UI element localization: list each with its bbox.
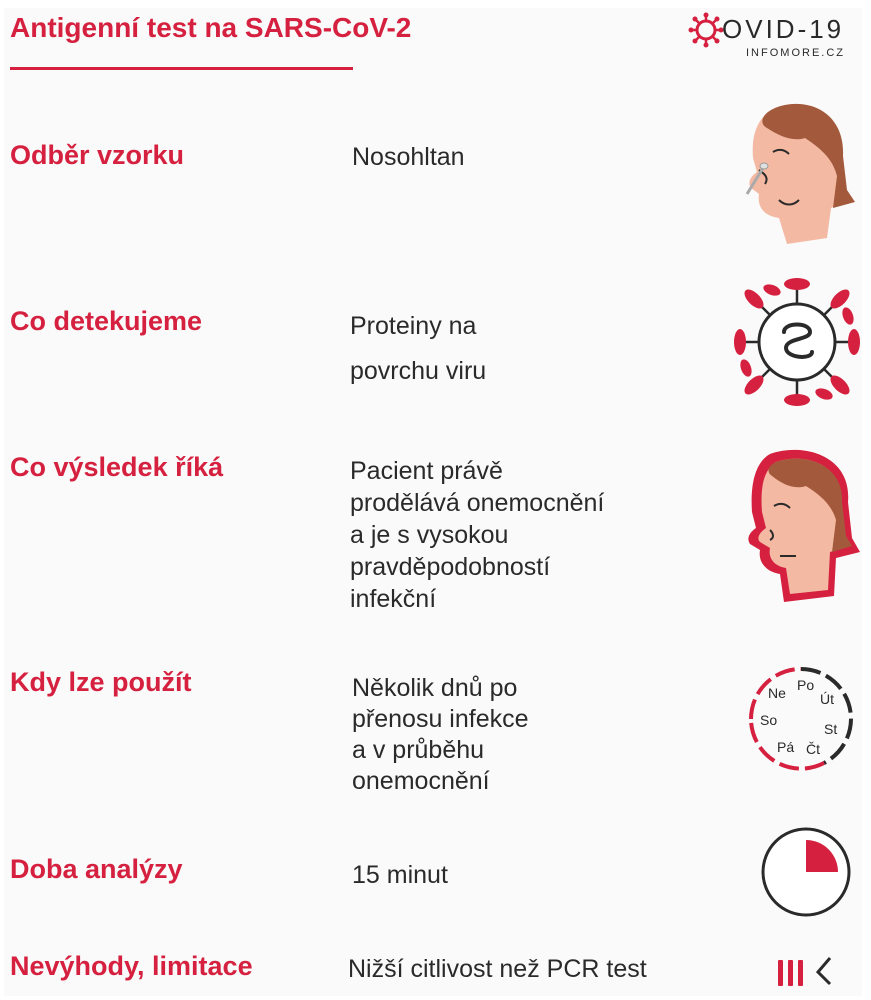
covid-logo xyxy=(688,12,858,64)
value-line: prodělává onemocnění xyxy=(350,489,605,517)
row-label-when: Kdy lze použít xyxy=(10,667,192,697)
row-value-duration xyxy=(352,861,692,890)
row-value-result xyxy=(350,457,690,614)
value-line: povrchu viru xyxy=(350,357,487,385)
row-label-limits: Nevýhody, limitace xyxy=(10,951,253,981)
day-label: Ne xyxy=(768,685,786,701)
value-line: onemocnění xyxy=(352,767,490,795)
value-line: a je s vysokou xyxy=(350,521,509,549)
value-line: Proteiny na xyxy=(350,312,477,340)
row-value-detect xyxy=(350,312,690,386)
title-underline xyxy=(10,67,353,70)
row-label-duration: Doba analýzy xyxy=(10,854,183,884)
row-value-when xyxy=(352,674,692,796)
logo-wordmark: OVID-19 xyxy=(722,14,845,44)
low-signal-icon xyxy=(776,954,836,988)
value-line: Pacient právě xyxy=(350,457,503,485)
logo-subtitle: INFOMORE.CZ xyxy=(746,47,845,59)
row-label-detect: Co detekujeme xyxy=(10,306,203,336)
day-label: St xyxy=(824,721,838,737)
nasal-swab-face-icon xyxy=(735,98,857,244)
value-line: přenosu infekce xyxy=(352,705,529,733)
row-label-result: Co výsledek říká xyxy=(10,452,224,482)
virus-icon xyxy=(732,276,862,408)
page-title: Antigenní test na SARS-CoV-2 xyxy=(10,12,412,43)
timer-icon xyxy=(760,826,852,918)
day-label: Pá xyxy=(777,739,795,755)
row-value-sample xyxy=(352,143,692,172)
day-label: Čt xyxy=(806,741,820,757)
value-line: pravděpodobností xyxy=(350,553,551,581)
week-calendar-icon xyxy=(746,664,856,774)
day-label: So xyxy=(760,712,778,728)
value-line: 15 minut xyxy=(352,861,448,889)
value-line: a v průběhu xyxy=(352,736,485,764)
value-line: infekční xyxy=(350,585,437,613)
value-line: Nosohltan xyxy=(352,143,465,171)
value-line: Nižší citlivost než PCR test xyxy=(348,955,647,983)
day-label: Po xyxy=(797,677,815,693)
row-label-sample: Odběr vzorku xyxy=(10,140,185,170)
virus-icon xyxy=(688,12,724,48)
day-label: Út xyxy=(820,691,834,707)
infected-head-icon xyxy=(740,446,860,602)
value-line: Několik dnů po xyxy=(352,674,518,702)
row-value-limits xyxy=(348,955,708,984)
